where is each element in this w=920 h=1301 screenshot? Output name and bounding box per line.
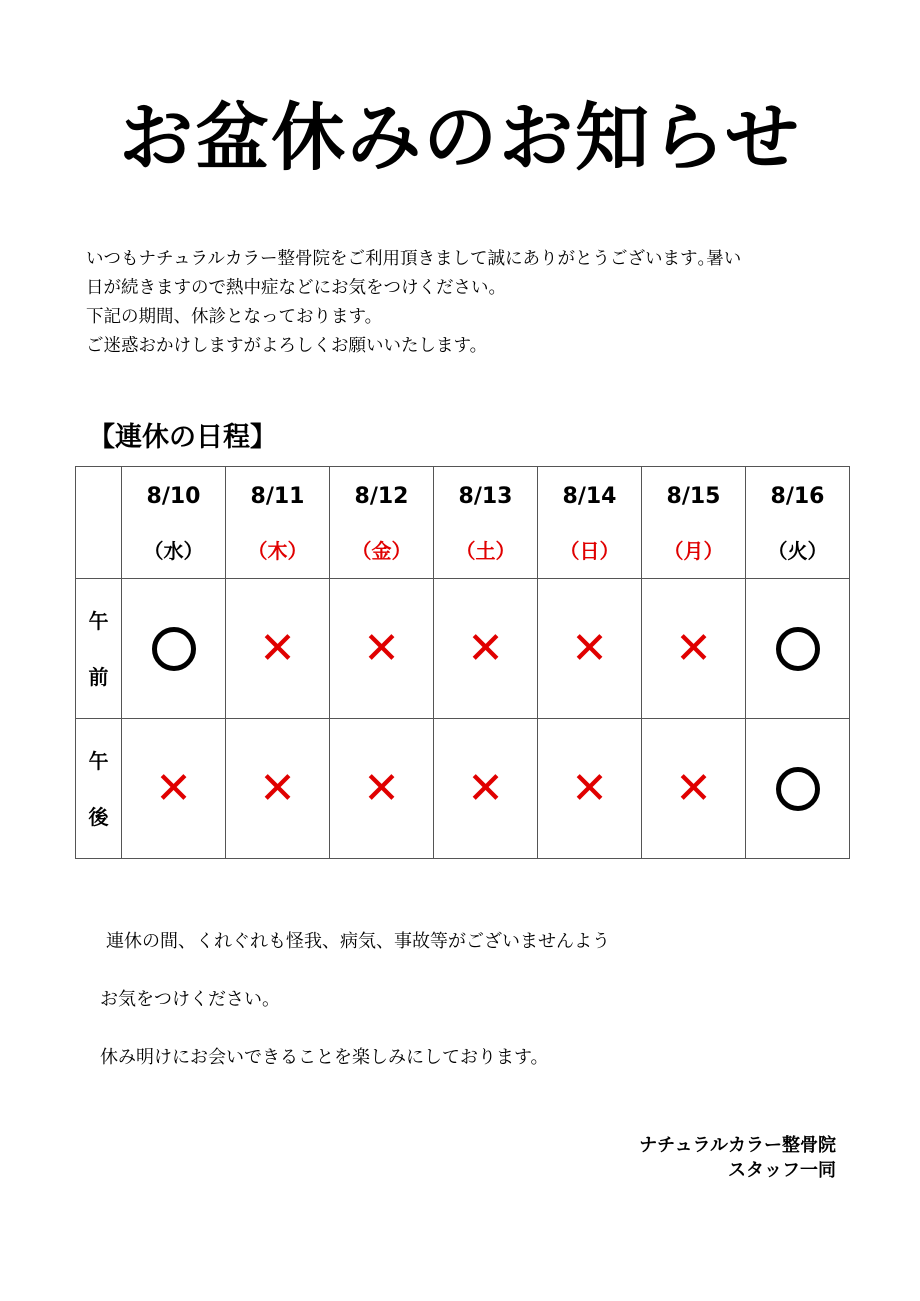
status-cell [330, 579, 434, 719]
status-cell [434, 719, 538, 859]
weekday-label: （月） [663, 538, 724, 563]
intro-line: ご迷惑おかけしますがよろしくお願いいたします。 [86, 336, 488, 356]
status-cell [538, 579, 642, 719]
status-cell [226, 719, 330, 859]
status-cell [538, 719, 642, 859]
clinic-name: ナチュラルカラー整骨院 [639, 1135, 836, 1156]
closed-cross-icon: ✕ [571, 762, 608, 814]
closing-line: 連休の間、くれぐれも怪我、病気、事故等がございませんよう [106, 931, 610, 952]
status-cell [122, 719, 226, 859]
open-circle-icon [776, 627, 820, 671]
date-label: 8/11 [250, 483, 305, 509]
closing-line: お気をつけください。 [100, 989, 280, 1010]
intro-line: 日が続きますので熱中症などにお気をつけください。 [86, 278, 506, 298]
row-label-char: 前 [88, 664, 109, 689]
weekday-label: （日） [559, 538, 620, 563]
closed-cross-icon: ✕ [259, 622, 296, 674]
weekday-label: （火） [767, 538, 828, 563]
date-label: 8/14 [562, 483, 617, 509]
day-column-header [226, 467, 330, 579]
date-label: 8/12 [354, 483, 409, 509]
day-column-header [538, 467, 642, 579]
closing-line: 休み明けにお会いできることを楽しみにしております。 [100, 1047, 549, 1068]
row-label-morning [76, 579, 122, 719]
day-column-header [434, 467, 538, 579]
notice-title: お盆休みのお知らせ [119, 95, 801, 181]
intro-line: いつもナチュラルカラー整骨院をご利用頂きまして誠にありがとうございます｡暑い [86, 249, 742, 269]
status-cell [642, 719, 746, 859]
weekday-label: （木） [247, 538, 308, 563]
weekday-label: （金） [351, 538, 412, 563]
closed-cross-icon: ✕ [259, 762, 296, 814]
day-column-header [122, 467, 226, 579]
intro-text [86, 245, 866, 361]
status-cell [122, 579, 226, 719]
date-label: 8/13 [458, 483, 513, 509]
staff-signature: スタッフ一同 [728, 1160, 836, 1181]
row-label-char: 午 [88, 748, 109, 773]
signature [639, 1133, 836, 1183]
status-cell [746, 719, 850, 859]
open-circle-icon [152, 627, 196, 671]
holiday-schedule-table [75, 466, 850, 859]
status-cell [642, 579, 746, 719]
status-cell [226, 579, 330, 719]
closed-cross-icon: ✕ [675, 622, 712, 674]
closed-cross-icon: ✕ [467, 762, 504, 814]
open-circle-icon [776, 767, 820, 811]
schedule-row-afternoon [76, 719, 850, 859]
closed-cross-icon: ✕ [571, 622, 608, 674]
weekday-label: （水） [143, 538, 204, 563]
date-label: 8/15 [666, 483, 721, 509]
row-label-afternoon [76, 719, 122, 859]
schedule-header-row [76, 467, 850, 579]
date-label: 8/10 [146, 483, 201, 509]
closed-cross-icon: ✕ [363, 622, 400, 674]
status-cell [434, 579, 538, 719]
day-column-header [330, 467, 434, 579]
intro-line: 下記の期間、休診となっております。 [86, 307, 383, 327]
row-label-char: 後 [88, 804, 109, 829]
day-column-header [642, 467, 746, 579]
date-label: 8/16 [770, 483, 825, 509]
day-column-header [746, 467, 850, 579]
closed-cross-icon: ✕ [155, 762, 192, 814]
status-cell [330, 719, 434, 859]
row-label-char: 午 [88, 608, 109, 633]
closed-cross-icon: ✕ [363, 762, 400, 814]
corner-cell [76, 467, 122, 579]
closing-message [100, 926, 610, 1100]
status-cell [746, 579, 850, 719]
closed-cross-icon: ✕ [675, 762, 712, 814]
weekday-label: （土） [455, 538, 516, 563]
schedule-heading: 【連休の日程】 [88, 422, 277, 453]
schedule-row-morning [76, 579, 850, 719]
closed-cross-icon: ✕ [467, 622, 504, 674]
